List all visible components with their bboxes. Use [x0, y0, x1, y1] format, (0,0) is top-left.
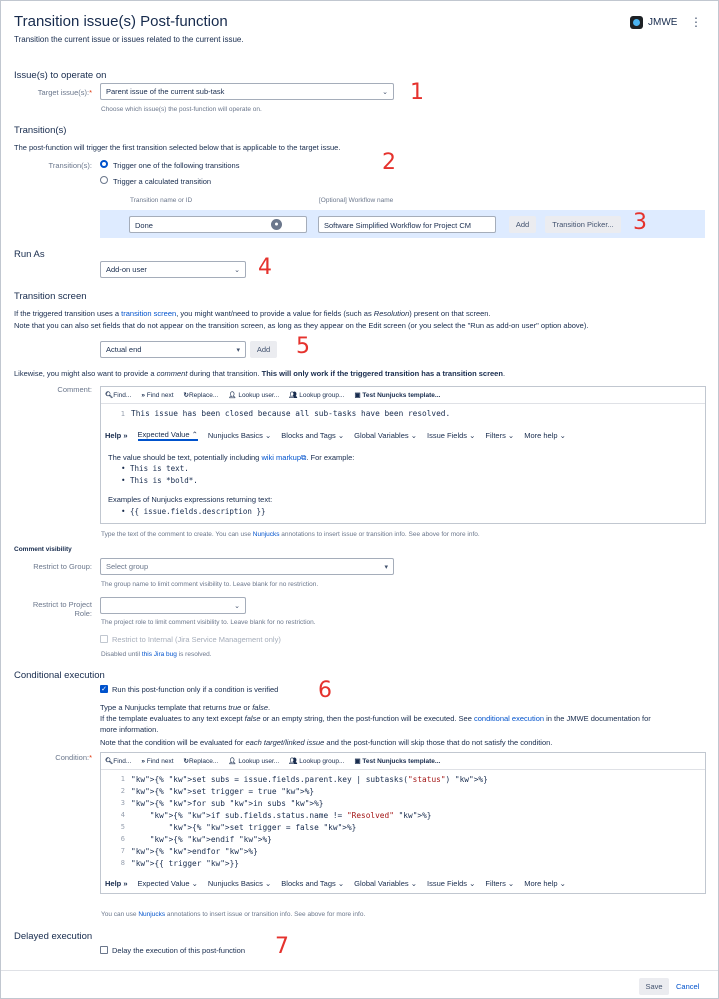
- code-text: "kw">{% "kw">for sub "kw">in subs "kw">%}: [131, 798, 324, 808]
- conditional-execution-link[interactable]: conditional execution: [473, 714, 545, 723]
- line-number: 4: [120, 811, 125, 819]
- delay-checkbox-label: Delay the execution of this post-function: [112, 946, 245, 955]
- line-number: 2: [120, 787, 125, 795]
- page-subtitle: Transition the current issue or issues related to the current issue.: [14, 35, 244, 44]
- target-issues-label: Target issue(s):*: [37, 88, 92, 97]
- add-field-button[interactable]: Add: [250, 341, 277, 358]
- code-text: "kw">{% "kw">endif "kw">%}: [149, 834, 272, 844]
- annotation-4: 4: [258, 255, 272, 280]
- restrict-role-help: The project role to limit comment visibility to. Leave blank for no restriction.: [101, 619, 316, 626]
- example-3: • {{ issue.fields.description }}: [121, 507, 266, 516]
- restrict-internal-label: Restrict to Internal (Jira Service Management only): [112, 635, 281, 644]
- annotation-2: 2: [382, 150, 396, 175]
- target-issues-help: Choose which issue(s) the post-function will operate on.: [101, 106, 262, 113]
- tab-more-help[interactable]: More help ⌄: [524, 430, 566, 440]
- tab-more-help[interactable]: More help ⌄: [524, 878, 566, 888]
- lookup-user-button[interactable]: 👤︎ Lookup user...: [228, 392, 280, 399]
- transition-picker-button[interactable]: Transition Picker...: [545, 216, 621, 233]
- find-next-button[interactable]: » Find next: [141, 757, 174, 765]
- field-select-value: Actual end: [106, 345, 142, 354]
- page-title: Transition issue(s) Post-function: [14, 13, 228, 30]
- restrict-internal-checkbox[interactable]: [100, 635, 108, 643]
- transition-screen-line2: Note that you can also set fields that do not appear on the transition screen, as long as they appear on the Edit screen (or you select the "Run as add-on user" option above).: [14, 321, 589, 330]
- tab-filters[interactable]: Filters ⌄: [485, 430, 515, 440]
- tab-issue-fields[interactable]: Issue Fields ⌄: [427, 878, 476, 888]
- condition-helpbar: [101, 875, 705, 891]
- annotation-7: 7: [275, 934, 289, 959]
- target-issues-value: Parent issue of the current sub-task: [106, 87, 225, 96]
- comment-label: Comment:: [57, 385, 92, 394]
- delayed-heading: Delayed execution: [14, 931, 93, 942]
- code-line: [101, 809, 705, 821]
- tab-global-variables[interactable]: Global Variables ⌄: [354, 430, 418, 440]
- transition-screen-line1: If the triggered transition uses a transition screen, you might want/need to provide a value for fields (such as Resolution) present on that screen.: [14, 309, 491, 318]
- code-text: "kw">{% "kw">set trigger = true "kw">%}: [131, 786, 315, 796]
- condition-help: You can use Nunjucks annotations to insert issue or transition info. See above for more info.: [101, 911, 366, 918]
- radio-trigger-calculated-label: Trigger a calculated transition: [113, 177, 212, 186]
- comment-toolbar: [101, 387, 705, 404]
- comment-helpbar: [101, 427, 705, 443]
- help-toggle[interactable]: Help »: [105, 878, 128, 888]
- find-button[interactable]: 🔍︎Find...: [105, 758, 132, 765]
- condition-desc-2b: more information.: [100, 725, 159, 734]
- transition-screen-heading: Transition screen: [14, 291, 87, 302]
- code-text: "kw">{{ trigger "kw">}}: [131, 858, 239, 868]
- tab-expected-value[interactable]: Expected Value ⌃: [137, 429, 198, 439]
- annotation-1: 1: [410, 80, 424, 105]
- code-text: "kw">{% "kw">endfor "kw">%}: [131, 846, 258, 856]
- help-toggle[interactable]: Help »: [105, 430, 128, 440]
- code-line: [101, 821, 705, 833]
- jmwe-logo-icon: [630, 16, 643, 29]
- test-template-button[interactable]: ▣ Test Nunjucks template...: [354, 392, 441, 399]
- col-transition-name: Transition name or ID: [130, 197, 193, 204]
- code-line: [101, 797, 705, 809]
- restrict-group-label: Restrict to Group:: [33, 562, 92, 571]
- lookup-user-button[interactable]: 👤︎ Lookup user...: [228, 758, 280, 765]
- comment-visibility-heading: Comment visibility: [14, 546, 72, 553]
- tab-nunjucks-basics[interactable]: Nunjucks Basics ⌄: [207, 878, 272, 888]
- tab-issue-fields[interactable]: Issue Fields ⌄: [427, 430, 476, 440]
- transitions-intro: The post-function will trigger the first transition selected below that is applicable to the target issue.: [14, 143, 341, 152]
- line-number: 1: [120, 775, 125, 783]
- caret-down-icon: ▾: [236, 347, 240, 354]
- example-1: • This is text.: [121, 464, 189, 473]
- chevron-down-icon: ⌄: [382, 89, 388, 96]
- tab-blocks-tags[interactable]: Blocks and Tags ⌄: [281, 430, 345, 440]
- caret-down-icon: ▾: [384, 564, 388, 571]
- annotation-5: 5: [296, 334, 310, 359]
- expected-value-text: The value should be text, potentially including wiki markup⧉. For example:: [108, 453, 355, 462]
- run-as-heading: Run As: [14, 249, 45, 260]
- code-text: "kw">{% "kw">if sub.fields.status.name != "Resolved" "kw">%}: [149, 810, 432, 820]
- comment-code-line: [101, 405, 705, 422]
- workflow-name-value: Software Simplified Workflow for Project CM: [324, 221, 471, 230]
- field-select[interactable]: [100, 341, 246, 358]
- conditional-heading: Conditional execution: [14, 670, 105, 681]
- annotation-6: 6: [318, 678, 332, 703]
- condition-code: [101, 773, 705, 869]
- radio-trigger-following-label: Trigger one of the following transitions: [113, 161, 240, 170]
- condition-checkbox[interactable]: ✓: [101, 686, 107, 693]
- code-line: [101, 845, 705, 857]
- transition-screen-link[interactable]: transition screen: [121, 309, 177, 318]
- restrict-role-select[interactable]: [100, 597, 246, 614]
- example-2: • This is *bold*.: [121, 476, 198, 485]
- annotation-3: 3: [633, 210, 647, 235]
- issues-heading: Issue(s) to operate on: [14, 70, 107, 81]
- add-transition-button[interactable]: Add: [509, 216, 536, 233]
- code-line: [101, 773, 705, 785]
- restrict-internal-help: Disabled until this Jira bug is resolved.: [101, 651, 212, 658]
- footer-divider: [1, 970, 718, 971]
- test-template-button[interactable]: ▣ Test Nunjucks template...: [354, 758, 441, 765]
- code-line: [101, 785, 705, 797]
- condition-desc-1: Type a Nunjucks template that returns true or false.: [100, 703, 271, 712]
- replace-button[interactable]: ↻Replace...: [183, 392, 219, 399]
- restrict-role-label: Restrict to Project Role:: [32, 600, 92, 618]
- comment-editor[interactable]: [100, 386, 706, 524]
- condition-toolbar: [101, 753, 705, 770]
- chevron-down-icon: ⌄: [234, 267, 240, 274]
- run-as-select[interactable]: [100, 261, 246, 278]
- tab-expected-value[interactable]: Expected Value ⌄: [137, 878, 198, 888]
- restrict-group-placeholder: Select group: [106, 562, 149, 571]
- jira-bug-link[interactable]: this Jira bug: [141, 651, 177, 658]
- condition-label: Condition:*: [55, 753, 92, 762]
- restrict-group-help: The group name to limit comment visibility to. Leave blank for no restriction.: [101, 581, 319, 588]
- lookup-group-button[interactable]: 👥︎ Lookup group...: [289, 392, 345, 399]
- examples-heading: Examples of Nunjucks expressions returning text:: [108, 495, 273, 504]
- line-number: 1: [120, 409, 125, 418]
- line-number: 8: [120, 859, 125, 867]
- wiki-markup-link[interactable]: wiki markup: [261, 453, 302, 462]
- transitions-heading: Transition(s): [14, 125, 67, 136]
- transitions-label: Transition(s):: [48, 161, 92, 170]
- delay-checkbox[interactable]: [100, 946, 108, 954]
- condition-checkbox-label: Run this post-function only if a condition is verified: [112, 685, 279, 694]
- line-number: 7: [120, 847, 125, 855]
- code-text: "kw">{% "kw">set subs = issue.fields.parent.key | subtasks("status") "kw">%}: [131, 774, 488, 784]
- tab-nunjucks-basics[interactable]: Nunjucks Basics ⌄: [207, 430, 272, 440]
- tab-blocks-tags[interactable]: Blocks and Tags ⌄: [281, 878, 345, 888]
- radio-trigger-calculated[interactable]: [100, 176, 108, 184]
- find-next-button[interactable]: » Find next: [141, 391, 174, 399]
- line-number: 6: [120, 835, 125, 843]
- tab-global-variables[interactable]: Global Variables ⌄: [354, 878, 418, 888]
- comment-help: Type the text of the comment to create. You can use Nunjucks annotations to insert issue or transition info. See above for more info.: [101, 531, 480, 538]
- run-as-value: Add-on user: [106, 265, 147, 274]
- find-button[interactable]: 🔍︎Find...: [105, 392, 132, 399]
- restrict-group-select[interactable]: [100, 558, 394, 575]
- line-number: 3: [120, 799, 125, 807]
- radio-trigger-following[interactable]: [100, 160, 108, 168]
- chevron-down-icon: ⌄: [234, 603, 240, 610]
- app-name: JMWE: [648, 17, 678, 28]
- col-workflow-name: [Optional] Workflow name: [319, 197, 394, 204]
- target-issues-select[interactable]: [100, 83, 394, 100]
- lookup-group-button[interactable]: 👥︎ Lookup group...: [289, 758, 345, 765]
- more-options-icon[interactable]: ⋮: [690, 15, 702, 29]
- tab-filters[interactable]: Filters ⌄: [485, 878, 515, 888]
- condition-desc-3: Note that the condition will be evaluated for each target/linked issue and the post-function will skip those that do not satisfy the condition.: [100, 738, 553, 747]
- condition-desc-2: If the template evaluates to any text except false or an empty string, then the post-function will be executed. See conditional execution in the JMWE documentation for: [100, 714, 651, 723]
- cancel-link[interactable]: Cancel: [676, 982, 700, 991]
- replace-button[interactable]: ↻Replace...: [183, 758, 219, 765]
- code-line: [101, 857, 705, 869]
- line-number: 5: [120, 823, 125, 831]
- nunjucks-link[interactable]: Nunjucks: [252, 531, 280, 538]
- autocomplete-icon[interactable]: ●: [271, 219, 282, 230]
- nunjucks-link[interactable]: Nunjucks: [138, 911, 166, 918]
- code-line: [101, 833, 705, 845]
- workflow-name-input[interactable]: [318, 216, 496, 233]
- code-text: "kw">{% "kw">set trigger = false "kw">%}: [168, 822, 357, 832]
- condition-editor[interactable]: [100, 752, 706, 894]
- save-button[interactable]: Save: [639, 978, 669, 995]
- comment-code: This issue has been closed because all sub-tasks have been resolved.: [131, 409, 451, 418]
- comment-note: Likewise, you might also want to provide a comment during that transition. This will only work if the triggered transition has a transition screen.: [14, 369, 506, 378]
- transition-name-value: Done: [135, 221, 153, 230]
